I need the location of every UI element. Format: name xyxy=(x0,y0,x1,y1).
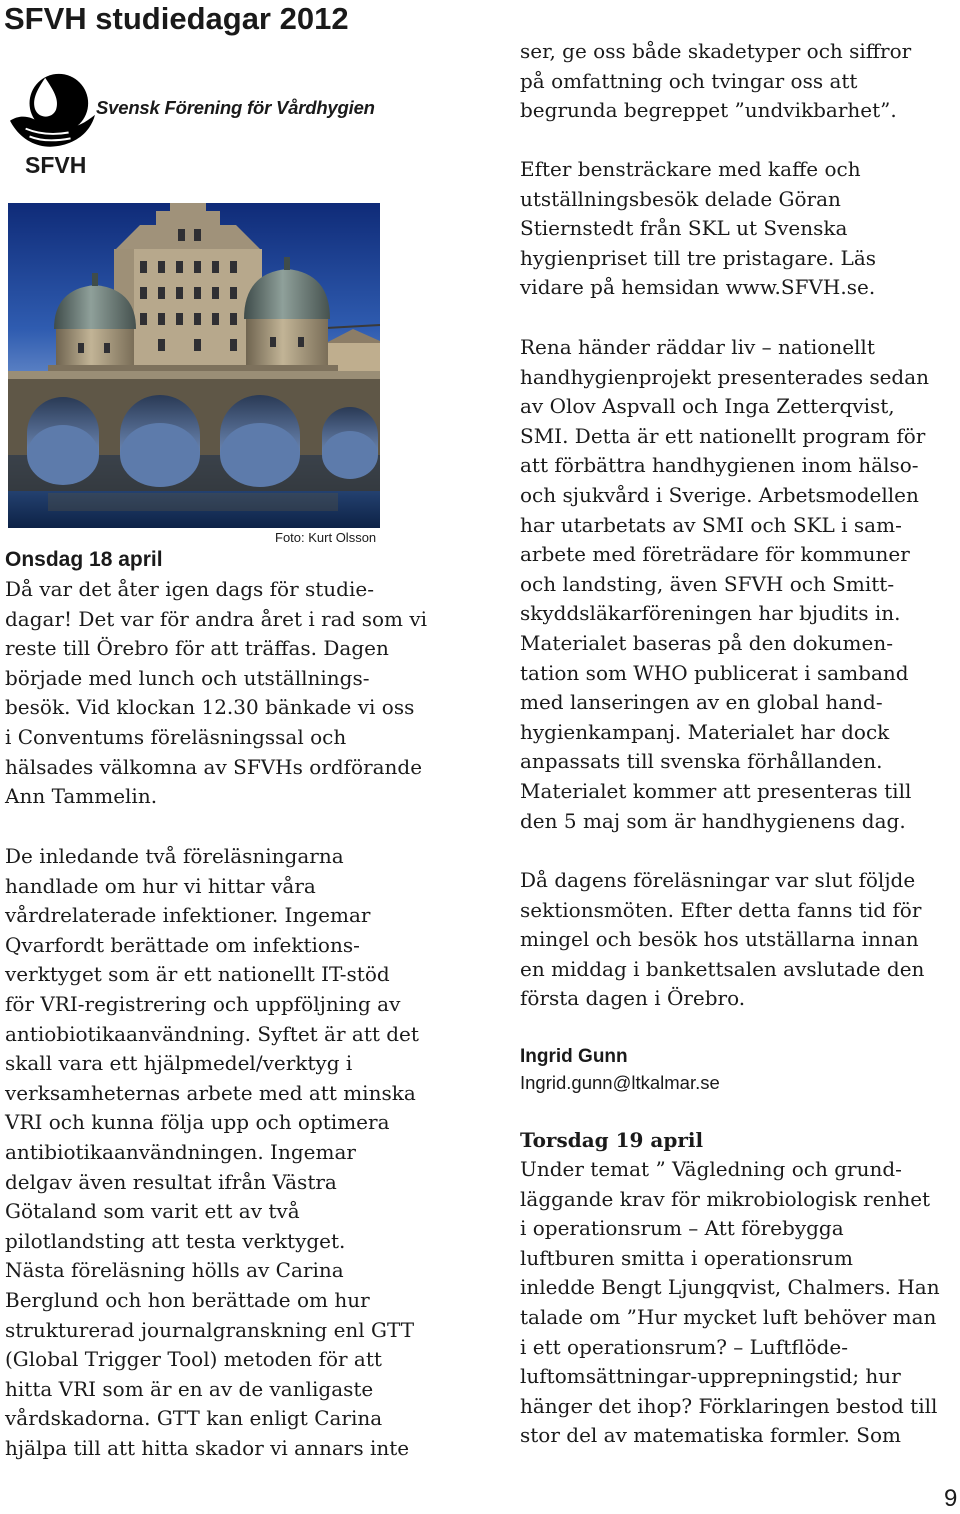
text-line: hälsades välkomna av SFVHs ordförande xyxy=(5,754,423,779)
text-line: hygienkampanj. Materialet har dock xyxy=(520,719,890,744)
text-line: Nästa föreläsning hölls av Carina xyxy=(5,1258,344,1283)
text-line: strukturerad journalgranskning enl GTT xyxy=(5,1317,415,1342)
text-line: mingel och besök hos utställarna innan xyxy=(520,927,919,952)
text-line: att förbättra handhygienen inom hälso- xyxy=(520,453,919,478)
text-line: började med lunch och utställnings- xyxy=(5,665,370,690)
right-paragraph-3 xyxy=(520,333,929,836)
text-line: hänger det ihop? Förklaringen bestod till xyxy=(520,1393,938,1418)
text-line: luftburen smitta i operationsrum xyxy=(520,1245,853,1270)
text-line: har utarbetats av SMI och SKL i sam- xyxy=(520,512,902,537)
text-line: stor del av matematiska formler. Som xyxy=(520,1423,901,1448)
text-line: på omfattning och tvingar oss att xyxy=(520,68,858,93)
photo-caption: Foto: Kurt Olsson xyxy=(275,530,377,545)
text-line: vårdrelaterade infektioner. Ingemar xyxy=(5,903,371,928)
text-line: sektionsmöten. Efter detta fanns tid för xyxy=(520,897,922,922)
text-line: verksamheternas arbete med att minska xyxy=(5,1080,416,1105)
text-line: inledde Bengt Ljungqvist, Chalmers. Han xyxy=(520,1275,940,1300)
logo-organization-name: Svensk Förening för Vårdhygien xyxy=(96,97,375,118)
text-line: besök. Vid klockan 12.30 bänkade vi oss xyxy=(5,695,415,720)
right-paragraph-5 xyxy=(520,1155,940,1451)
text-line: tation som WHO publicerat i samband xyxy=(520,660,909,685)
text-line: verktyget som är ett nationellt IT-stöd xyxy=(5,962,390,987)
text-line: Då dagens föreläsningar var slut följde xyxy=(520,868,916,892)
text-line: i Conventums föreläsningssal och xyxy=(5,724,347,749)
author-email: Ingrid.gunn@ltkalmar.se xyxy=(520,1072,720,1093)
text-line: med lanseringen av en global hand- xyxy=(520,690,883,715)
text-line: antibiotikaanvändningen. Ingemar xyxy=(5,1139,356,1164)
left-paragraph-2 xyxy=(5,842,419,1463)
text-line: första dagen i Örebro. xyxy=(520,986,746,1011)
text-line: handlade om hur vi hittar våra xyxy=(5,873,316,898)
page-title: SFVH studiedagar 2012 xyxy=(4,1,349,36)
text-line: anpassats till svenska förhållanden. xyxy=(520,749,883,774)
text-line: VRI och kunna följa upp och optimera xyxy=(5,1110,390,1135)
text-line: talade om ”Hur mycket luft behöver man xyxy=(520,1304,937,1329)
text-line: De inledande två föreläsningarna xyxy=(5,844,344,868)
text-line: delgav även resultat ifrån Västra xyxy=(5,1169,337,1194)
text-line: Då var det åter igen dags för studie- xyxy=(5,577,374,601)
text-line: Stiernstedt från SKL ut Svenska xyxy=(520,216,848,241)
text-line: antiobiotikaanvändning. Syftet är att det xyxy=(5,1021,419,1046)
text-line: vårdskadorna. GTT kan enligt Carina xyxy=(5,1406,383,1431)
text-line: den 5 maj som är handhygienens dag. xyxy=(520,808,906,833)
text-line: och landsting, även SFVH och Smitt- xyxy=(520,571,895,596)
page-number: 9 xyxy=(944,1485,958,1512)
author-name: Ingrid Gunn xyxy=(520,1046,628,1067)
castle-photo xyxy=(8,203,380,528)
text-line: utställningsbesök delade Göran xyxy=(520,186,841,211)
text-line: läggande krav för mikrobiologisk renhet xyxy=(520,1186,931,1211)
text-line: skyddsläkarföreningen har bjudits in. xyxy=(520,601,901,626)
text-line: (Global Trigger Tool) metoden för att xyxy=(5,1347,382,1372)
text-line: pilotlandsting att testa verktyget. xyxy=(5,1228,346,1253)
left-paragraph-1 xyxy=(5,575,427,812)
text-line: ser, ge oss både skadetyper och siffror xyxy=(520,39,912,63)
text-line: för VRI-registrering och uppföljning av xyxy=(5,991,401,1016)
text-line: begrunda begreppet ”undvikbarhet”. xyxy=(520,98,897,123)
text-line: Berglund och hon berättade om hur xyxy=(5,1287,370,1312)
text-line: luftomsättningar-upprepningstid; hur xyxy=(520,1364,901,1389)
text-line: hitta VRI som är en av de vanligaste xyxy=(5,1376,374,1401)
text-line: vidare på hemsidan www.SFVH.se. xyxy=(520,275,876,300)
text-line: i ett operationsrum? – Luftflöde- xyxy=(520,1334,849,1359)
text-line: Rena händer räddar liv – nationellt xyxy=(520,335,875,359)
text-line: i operationsrum – Att förebygga xyxy=(520,1216,844,1241)
text-line: Efter bensträckare med kaffe och xyxy=(520,157,861,181)
text-line: reste till Örebro för att träffas. Dagen xyxy=(5,636,389,661)
text-line: dagar! Det var för andra året i rad som vi xyxy=(5,606,428,631)
text-line: handhygienprojekt presenterades sedan xyxy=(520,364,930,389)
text-line: Ann Tammelin. xyxy=(5,784,158,809)
text-line: hjälpa till att hitta skador vi annars inte xyxy=(5,1435,410,1460)
text-line: Materialet kommer att presenteras till xyxy=(520,778,912,803)
section-heading-wednesday: Onsdag 18 april xyxy=(5,548,163,571)
text-line: av Olov Aspvall och Inga Zetterqvist, xyxy=(520,394,895,419)
text-line: hygienpriset till tre pristagare. Läs xyxy=(520,245,877,270)
text-line: Götaland som varit ett av två xyxy=(5,1199,300,1224)
text-line: Under temat ” Vägledning och grund- xyxy=(520,1157,902,1181)
logo-abbreviation: SFVH xyxy=(25,152,87,178)
text-line: arbete med företrädare för kommuner xyxy=(520,542,910,567)
right-paragraph-2 xyxy=(520,155,876,303)
text-line: skall vara ett hjälpmedel/verktyg i xyxy=(5,1051,353,1076)
text-line: Qvarfordt berättade om infektions- xyxy=(5,932,360,957)
text-line: Materialet baseras på den dokumen- xyxy=(520,630,893,655)
right-paragraph-4 xyxy=(520,866,924,1014)
text-line: SMI. Detta är ett nationellt program för xyxy=(520,423,926,448)
text-line: en middag i bankettsalen avslutade den xyxy=(520,956,925,981)
right-paragraph-1 xyxy=(520,37,911,126)
drop-in-hand-icon xyxy=(8,70,96,154)
section-heading-thursday: Torsdag 19 april xyxy=(520,1128,704,1152)
text-line: och sjukvård i Sverige. Arbetsmodellen xyxy=(520,482,919,507)
